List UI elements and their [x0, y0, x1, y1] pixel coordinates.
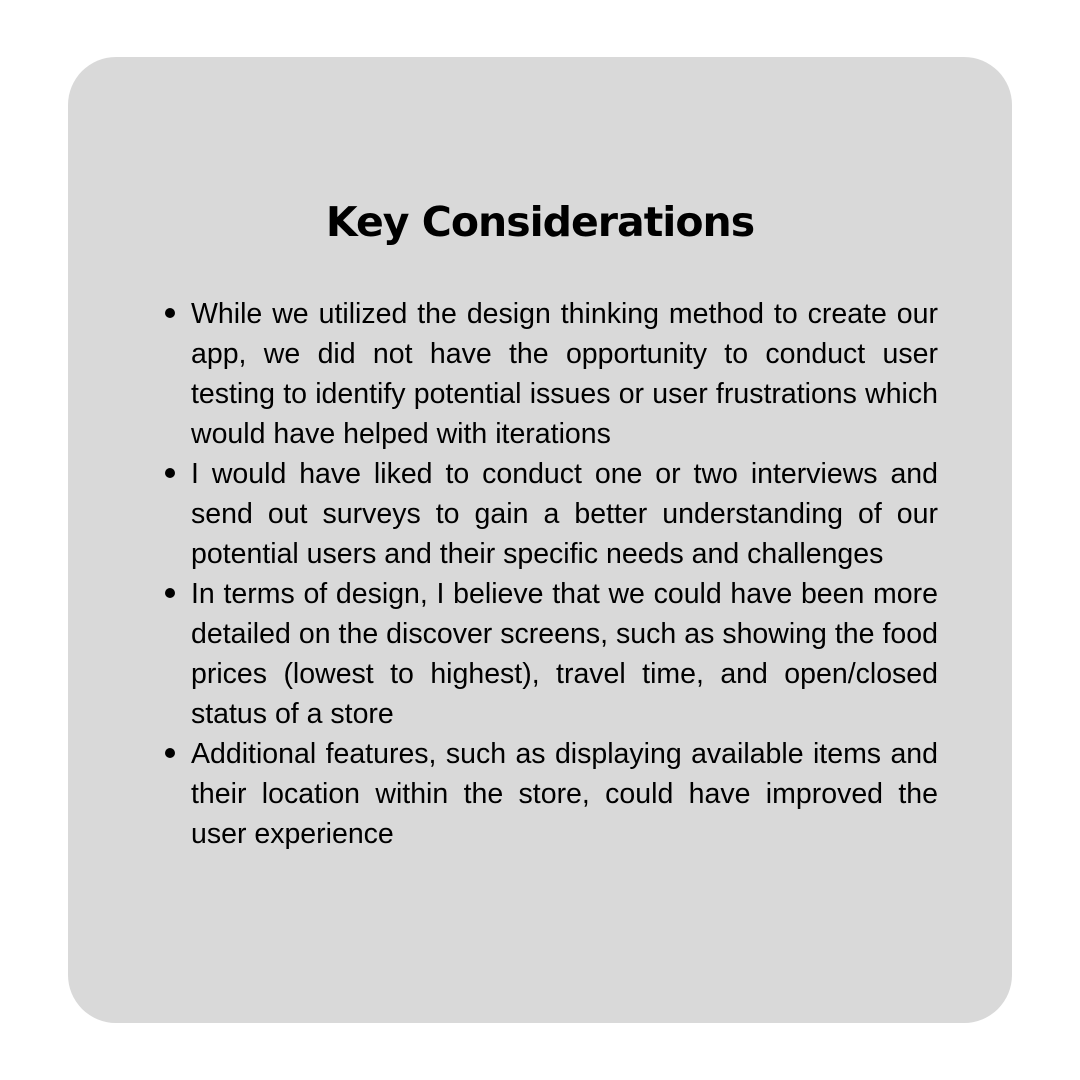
list-item-text: While we utilized the design thinking method to create our app, we did not have the opportunity to conduct user testing to identify potential issues or user frustrations which would have helped with iterations [191, 298, 938, 450]
bullet-icon [165, 748, 175, 758]
list-item [191, 574, 938, 734]
list-item-text: In terms of design, I believe that we could have been more detailed on the discover screens, such as showing the food prices (lowest to highest), travel time, and open/closed status of a store [191, 578, 938, 730]
list-item [191, 454, 938, 574]
considerations-list [191, 294, 938, 854]
list-item [191, 734, 938, 854]
bullet-icon [165, 588, 175, 598]
bullet-icon [165, 468, 175, 478]
bullet-icon [165, 308, 175, 318]
list-item-text: I would have liked to conduct one or two interviews and send out surveys to gain a better understanding of our potential users and their specific needs and challenges [191, 458, 938, 570]
page-title: Key Considerations [325, 198, 755, 246]
list-item-text: Additional features, such as displaying available items and their location within the store, could have improved the user experience [191, 738, 938, 850]
list-item [191, 294, 938, 454]
